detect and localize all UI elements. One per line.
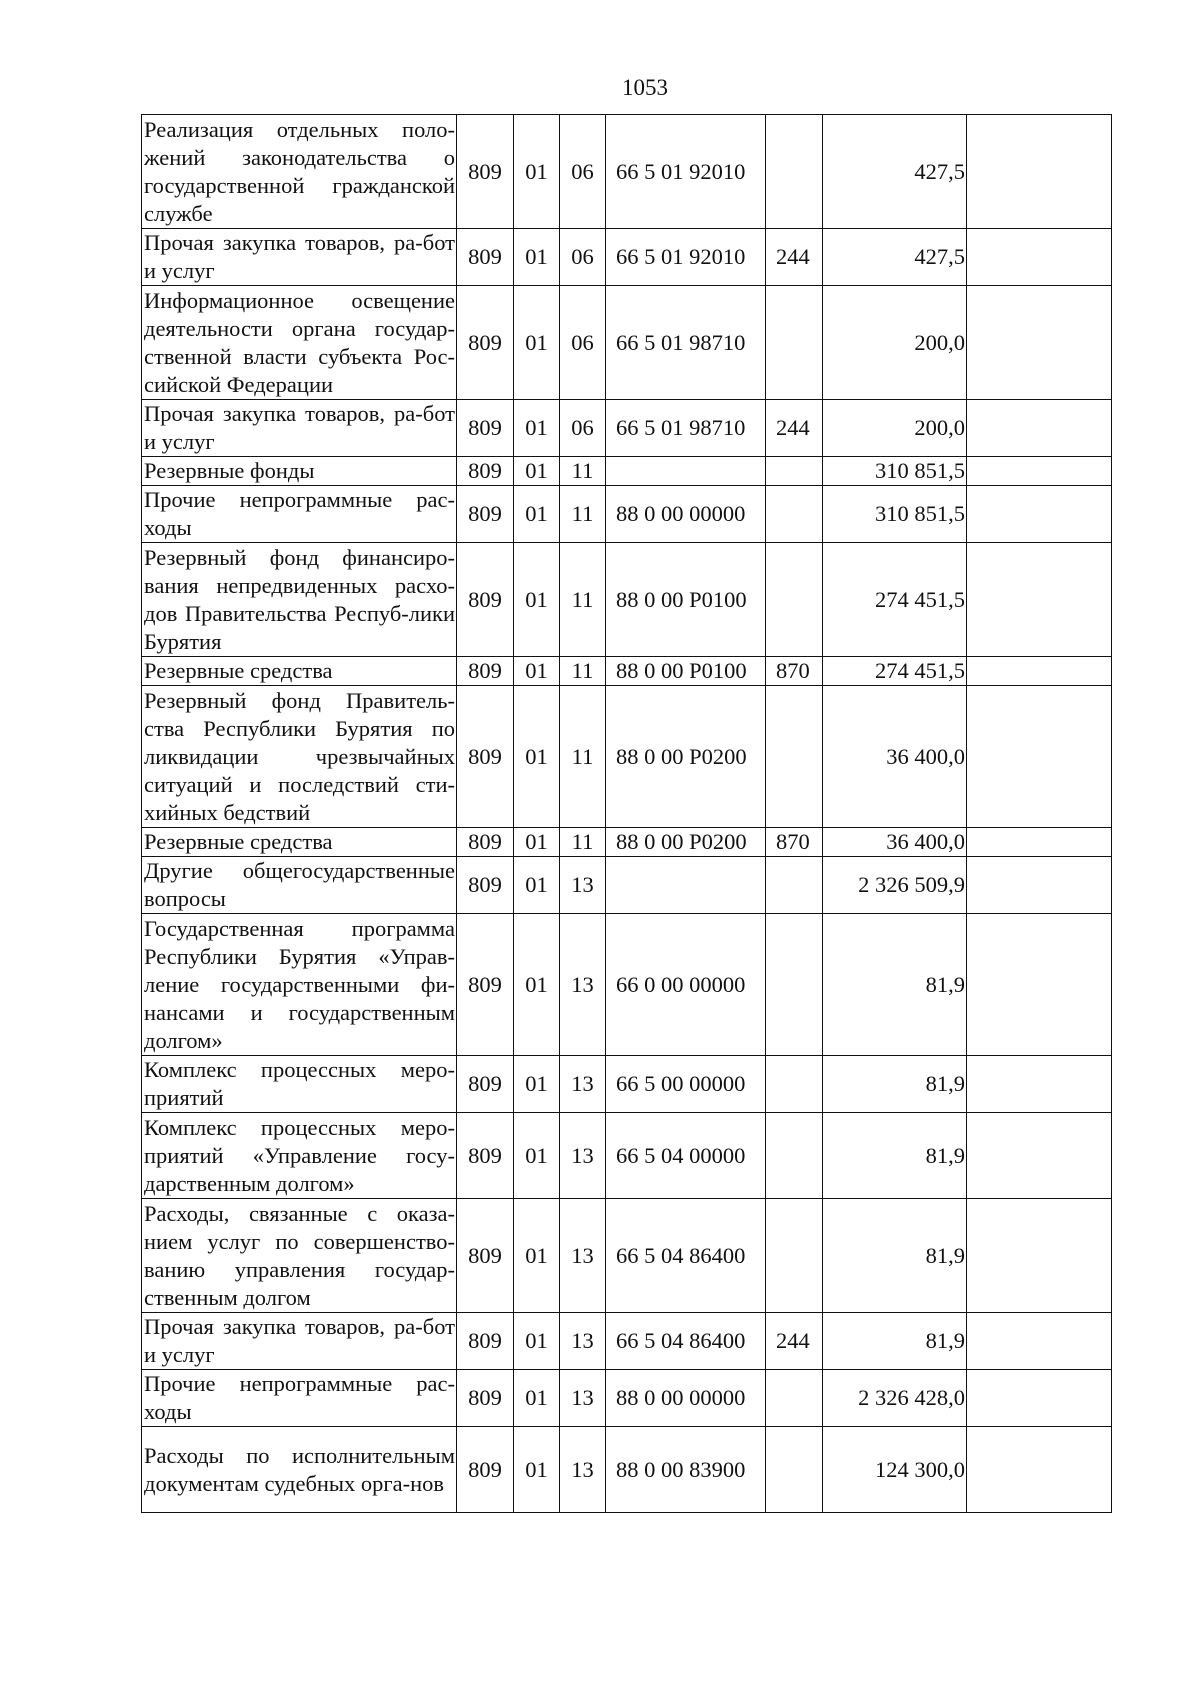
expense-type-cell — [766, 1056, 823, 1113]
target-article-cell: 88 0 00 83900 — [606, 1427, 766, 1513]
amount-cell: 200,0 — [823, 286, 967, 400]
subsection-code-cell: 11 — [560, 828, 606, 857]
amount-cell: 2 326 428,0 — [823, 1370, 967, 1427]
expense-type-cell — [766, 1199, 823, 1313]
expense-type-cell — [766, 1370, 823, 1427]
row-name-cell: Прочая закупка товаров, ра-бот и услуг — [142, 229, 457, 286]
expense-type-cell: 870 — [766, 657, 823, 686]
expense-type-cell — [766, 543, 823, 657]
table-row — [142, 115, 1112, 229]
section-code-cell: 01 — [514, 1056, 560, 1113]
expense-type-cell — [766, 857, 823, 914]
extra-cell — [967, 1313, 1112, 1370]
extra-cell — [967, 486, 1112, 543]
subsection-code-cell: 13 — [560, 1370, 606, 1427]
target-article-cell: 66 5 01 92010 — [606, 115, 766, 229]
page-number: 1053 — [622, 75, 668, 100]
subsection-code-cell: 11 — [560, 543, 606, 657]
grbs-code-cell: 809 — [457, 543, 514, 657]
extra-cell — [967, 828, 1112, 857]
target-article-cell — [606, 457, 766, 486]
table-row — [142, 1370, 1112, 1427]
amount-cell: 2 326 509,9 — [823, 857, 967, 914]
amount-cell: 200,0 — [823, 400, 967, 457]
expense-type-cell: 244 — [766, 400, 823, 457]
section-code-cell: 01 — [514, 229, 560, 286]
table-row — [142, 1199, 1112, 1313]
amount-cell: 81,9 — [823, 914, 967, 1056]
row-name-cell: Прочие непрограммные рас-ходы — [142, 1370, 457, 1427]
subsection-code-cell: 06 — [560, 115, 606, 229]
target-article-cell: 88 0 00 00000 — [606, 486, 766, 543]
table-row — [142, 486, 1112, 543]
table-row — [142, 857, 1112, 914]
amount-cell: 36 400,0 — [823, 686, 967, 828]
grbs-code-cell: 809 — [457, 229, 514, 286]
amount-cell: 310 851,5 — [823, 457, 967, 486]
row-name-cell: Резервный фонд финансиро-вания непредвиденных расхо-дов Правительства Респуб-лики Бурятия — [142, 543, 457, 657]
grbs-code-cell: 809 — [457, 686, 514, 828]
grbs-code-cell: 809 — [457, 828, 514, 857]
expense-type-cell — [766, 686, 823, 828]
target-article-cell: 66 5 01 98710 — [606, 400, 766, 457]
row-name-cell: Расходы, связанные с оказа-нием услуг по совершенство-ванию управления государ-ственным долгом — [142, 1199, 457, 1313]
extra-cell — [967, 857, 1112, 914]
section-code-cell: 01 — [514, 1199, 560, 1313]
extra-cell — [967, 115, 1112, 229]
target-article-cell — [606, 857, 766, 914]
table-row — [142, 457, 1112, 486]
section-code-cell: 01 — [514, 286, 560, 400]
table-row — [142, 914, 1112, 1056]
section-code-cell: 01 — [514, 657, 560, 686]
row-name-cell: Расходы по исполнительным документам судебных орга-нов — [142, 1427, 457, 1513]
section-code-cell: 01 — [514, 1427, 560, 1513]
grbs-code-cell: 809 — [457, 1113, 514, 1199]
expense-type-cell — [766, 1427, 823, 1513]
target-article-cell: 66 5 04 00000 — [606, 1113, 766, 1199]
subsection-code-cell: 13 — [560, 1199, 606, 1313]
extra-cell — [967, 543, 1112, 657]
grbs-code-cell: 809 — [457, 857, 514, 914]
extra-cell — [967, 1199, 1112, 1313]
target-article-cell: 88 0 00 Р0100 — [606, 657, 766, 686]
grbs-code-cell: 809 — [457, 657, 514, 686]
section-code-cell: 01 — [514, 457, 560, 486]
subsection-code-cell: 06 — [560, 286, 606, 400]
section-code-cell: 01 — [514, 828, 560, 857]
budget-table — [141, 114, 1112, 1513]
table-row — [142, 286, 1112, 400]
table-row — [142, 1056, 1112, 1113]
table-row — [142, 400, 1112, 457]
section-code-cell: 01 — [514, 1313, 560, 1370]
row-name-cell: Реализация отдельных поло-жений законодательства о государственной гражданской службе — [142, 115, 457, 229]
row-name-cell: Другие общегосударственные вопросы — [142, 857, 457, 914]
grbs-code-cell: 809 — [457, 1199, 514, 1313]
expense-type-cell — [766, 286, 823, 400]
expense-type-cell — [766, 457, 823, 486]
extra-cell — [967, 686, 1112, 828]
subsection-code-cell: 13 — [560, 857, 606, 914]
expense-type-cell — [766, 486, 823, 543]
grbs-code-cell: 809 — [457, 115, 514, 229]
section-code-cell: 01 — [514, 543, 560, 657]
grbs-code-cell: 809 — [457, 1313, 514, 1370]
grbs-code-cell: 809 — [457, 1370, 514, 1427]
row-name-cell: Государственная программа Республики Бурятия «Управ-ление государственными фи-нансами и государственным долгом» — [142, 914, 457, 1056]
extra-cell — [967, 657, 1112, 686]
section-code-cell: 01 — [514, 400, 560, 457]
row-name-cell: Резервные фонды — [142, 457, 457, 486]
grbs-code-cell: 809 — [457, 286, 514, 400]
subsection-code-cell: 06 — [560, 400, 606, 457]
target-article-cell: 88 0 00 Р0200 — [606, 686, 766, 828]
amount-cell: 81,9 — [823, 1056, 967, 1113]
subsection-code-cell: 13 — [560, 1313, 606, 1370]
amount-cell: 124 300,0 — [823, 1427, 967, 1513]
table-row — [142, 1427, 1112, 1513]
table-row — [142, 657, 1112, 686]
target-article-cell: 88 0 00 Р0100 — [606, 543, 766, 657]
extra-cell — [967, 1427, 1112, 1513]
expense-type-cell: 244 — [766, 229, 823, 286]
section-code-cell: 01 — [514, 486, 560, 543]
expense-type-cell: 870 — [766, 828, 823, 857]
row-name-cell: Прочие непрограммные рас-ходы — [142, 486, 457, 543]
table-row — [142, 1113, 1112, 1199]
target-article-cell: 66 5 04 86400 — [606, 1199, 766, 1313]
subsection-code-cell: 11 — [560, 686, 606, 828]
extra-cell — [967, 400, 1112, 457]
extra-cell — [967, 914, 1112, 1056]
grbs-code-cell: 809 — [457, 400, 514, 457]
grbs-code-cell: 809 — [457, 457, 514, 486]
row-name-cell: Комплекс процессных меро-приятий «Управление госу-дарственным долгом» — [142, 1113, 457, 1199]
extra-cell — [967, 1113, 1112, 1199]
target-article-cell: 66 5 00 00000 — [606, 1056, 766, 1113]
target-article-cell: 66 5 04 86400 — [606, 1313, 766, 1370]
grbs-code-cell: 809 — [457, 1056, 514, 1113]
row-name-cell: Комплекс процессных меро-приятий — [142, 1056, 457, 1113]
expense-type-cell — [766, 914, 823, 1056]
subsection-code-cell: 06 — [560, 229, 606, 286]
amount-cell: 81,9 — [823, 1199, 967, 1313]
section-code-cell: 01 — [514, 914, 560, 1056]
table-row — [142, 686, 1112, 828]
extra-cell — [967, 229, 1112, 286]
subsection-code-cell: 13 — [560, 1427, 606, 1513]
subsection-code-cell: 13 — [560, 1056, 606, 1113]
subsection-code-cell: 11 — [560, 486, 606, 543]
extra-cell — [967, 1370, 1112, 1427]
amount-cell: 427,5 — [823, 229, 967, 286]
table-row — [142, 828, 1112, 857]
amount-cell: 310 851,5 — [823, 486, 967, 543]
target-article-cell: 88 0 00 Р0200 — [606, 828, 766, 857]
expense-type-cell: 244 — [766, 1313, 823, 1370]
extra-cell — [967, 286, 1112, 400]
extra-cell — [967, 457, 1112, 486]
subsection-code-cell: 13 — [560, 914, 606, 1056]
amount-cell: 427,5 — [823, 115, 967, 229]
amount-cell: 81,9 — [823, 1113, 967, 1199]
section-code-cell: 01 — [514, 857, 560, 914]
subsection-code-cell: 11 — [560, 657, 606, 686]
table-row — [142, 229, 1112, 286]
table-row — [142, 543, 1112, 657]
row-name-cell: Резервные средства — [142, 828, 457, 857]
amount-cell: 36 400,0 — [823, 828, 967, 857]
target-article-cell: 88 0 00 00000 — [606, 1370, 766, 1427]
amount-cell: 81,9 — [823, 1313, 967, 1370]
row-name-cell: Прочая закупка товаров, ра-бот и услуг — [142, 1313, 457, 1370]
row-name-cell: Резервные средства — [142, 657, 457, 686]
table-body — [142, 115, 1112, 1513]
expense-type-cell — [766, 1113, 823, 1199]
table-row — [142, 1313, 1112, 1370]
extra-cell — [967, 1056, 1112, 1113]
section-code-cell: 01 — [514, 686, 560, 828]
subsection-code-cell: 11 — [560, 457, 606, 486]
row-name-cell: Резервный фонд Правитель-ства Республики Бурятия по ликвидации чрезвычайных ситуаций и последствий сти-хийных бедствий — [142, 686, 457, 828]
target-article-cell: 66 5 01 92010 — [606, 229, 766, 286]
grbs-code-cell: 809 — [457, 1427, 514, 1513]
section-code-cell: 01 — [514, 1113, 560, 1199]
grbs-code-cell: 809 — [457, 914, 514, 1056]
amount-cell: 274 451,5 — [823, 657, 967, 686]
row-name-cell: Информационное освещение деятельности органа государ-ственной власти субъекта Рос-сийской Федерации — [142, 286, 457, 400]
subsection-code-cell: 13 — [560, 1113, 606, 1199]
grbs-code-cell: 809 — [457, 486, 514, 543]
target-article-cell: 66 5 01 98710 — [606, 286, 766, 400]
amount-cell: 274 451,5 — [823, 543, 967, 657]
section-code-cell: 01 — [514, 1370, 560, 1427]
row-name-cell: Прочая закупка товаров, ра-бот и услуг — [142, 400, 457, 457]
section-code-cell: 01 — [514, 115, 560, 229]
expense-type-cell — [766, 115, 823, 229]
target-article-cell: 66 0 00 00000 — [606, 914, 766, 1056]
